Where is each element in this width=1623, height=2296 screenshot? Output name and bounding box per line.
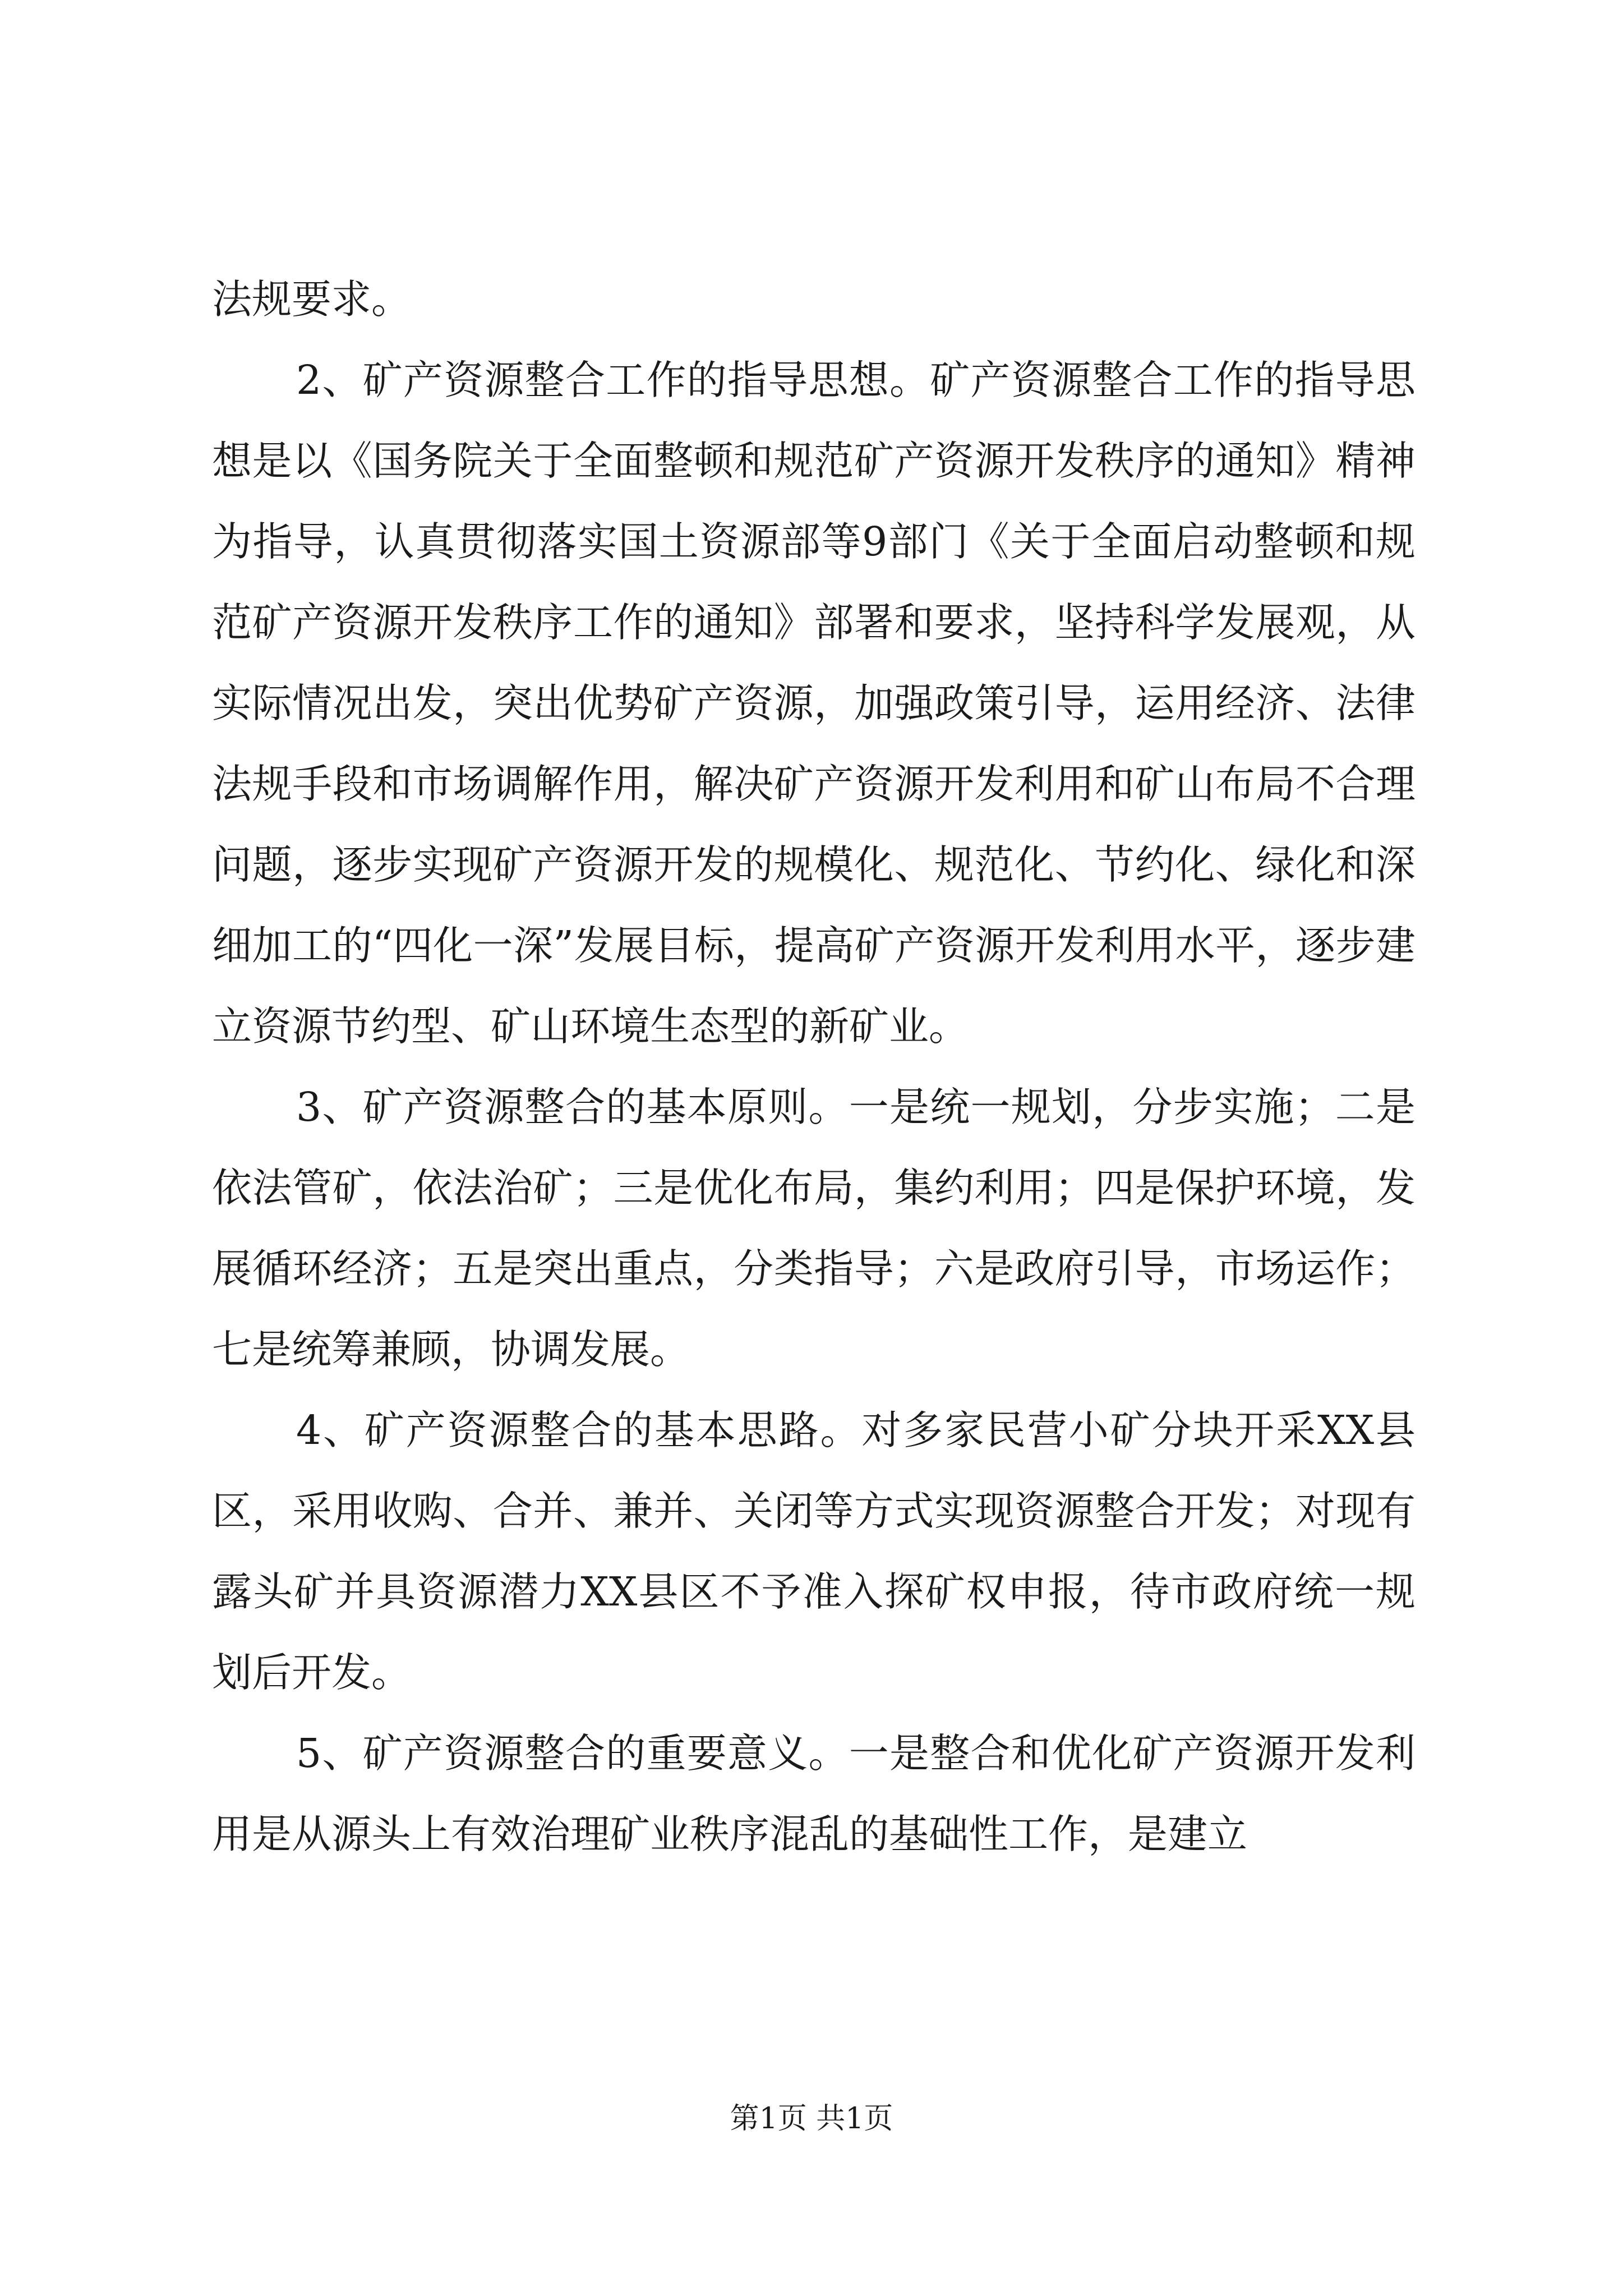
page-footer [0, 2099, 1623, 2138]
paragraph-guiding-ideology: 2、矿产资源整合工作的指导思想。矿产资源整合工作的指导思想是以《国务院关于全面整顿和规范矿产资源开发秩序的通知》精神为指导，认真贯彻落实国土资源部等9部门《关于全面启动整顿和规范矿产资源开发秩序工作的通知》部署和要求，坚持科学发展观，从实际情况出发，突出优势矿产资源，加强政策引导，运用经济、法律法规手段和市场调解作用，解决矿产资源开发利用和矿山布局不合理问题，逐步实现矿产资源开发的规模化、规范化、节约化、绿化和深细加工的“四化一深”发展目标，提高矿产资源开发利用水平，逐步建立资源节约型、矿山环境生态型的新矿业。 [212, 357, 1415, 1050]
paragraph-significance: 5、矿产资源整合的重要意义。一是整合和优化矿产资源开发利用是从源头上有效治理矿业秩序混乱的基础性工作，是建立 [212, 1730, 1415, 1857]
paragraph-continuation: 法规要求。 [212, 276, 412, 323]
paragraph-basic-approach: 4、矿产资源整合的基本思路。对多家民营小矿分块开采XX县区，采用收购、合并、兼并、关闭等方式实现资源整合开发；对现有露头矿并具资源潜力XX县区不予准入探矿权申报，待市政府统一规划后开发。 [212, 1407, 1415, 1696]
page-number-label: 第1页 共1页 [730, 2102, 893, 2136]
document-body [212, 259, 1415, 1875]
paragraph-basic-principles: 3、矿产资源整合的基本原则。一是统一规划，分步实施；二是依法管矿，依法治矿；三是优化布局，集约利用；四是保护环境，发展循环经济；五是突出重点，分类指导；六是政府引导，市场运作；七是统筹兼顾，协调发展。 [212, 1084, 1415, 1373]
